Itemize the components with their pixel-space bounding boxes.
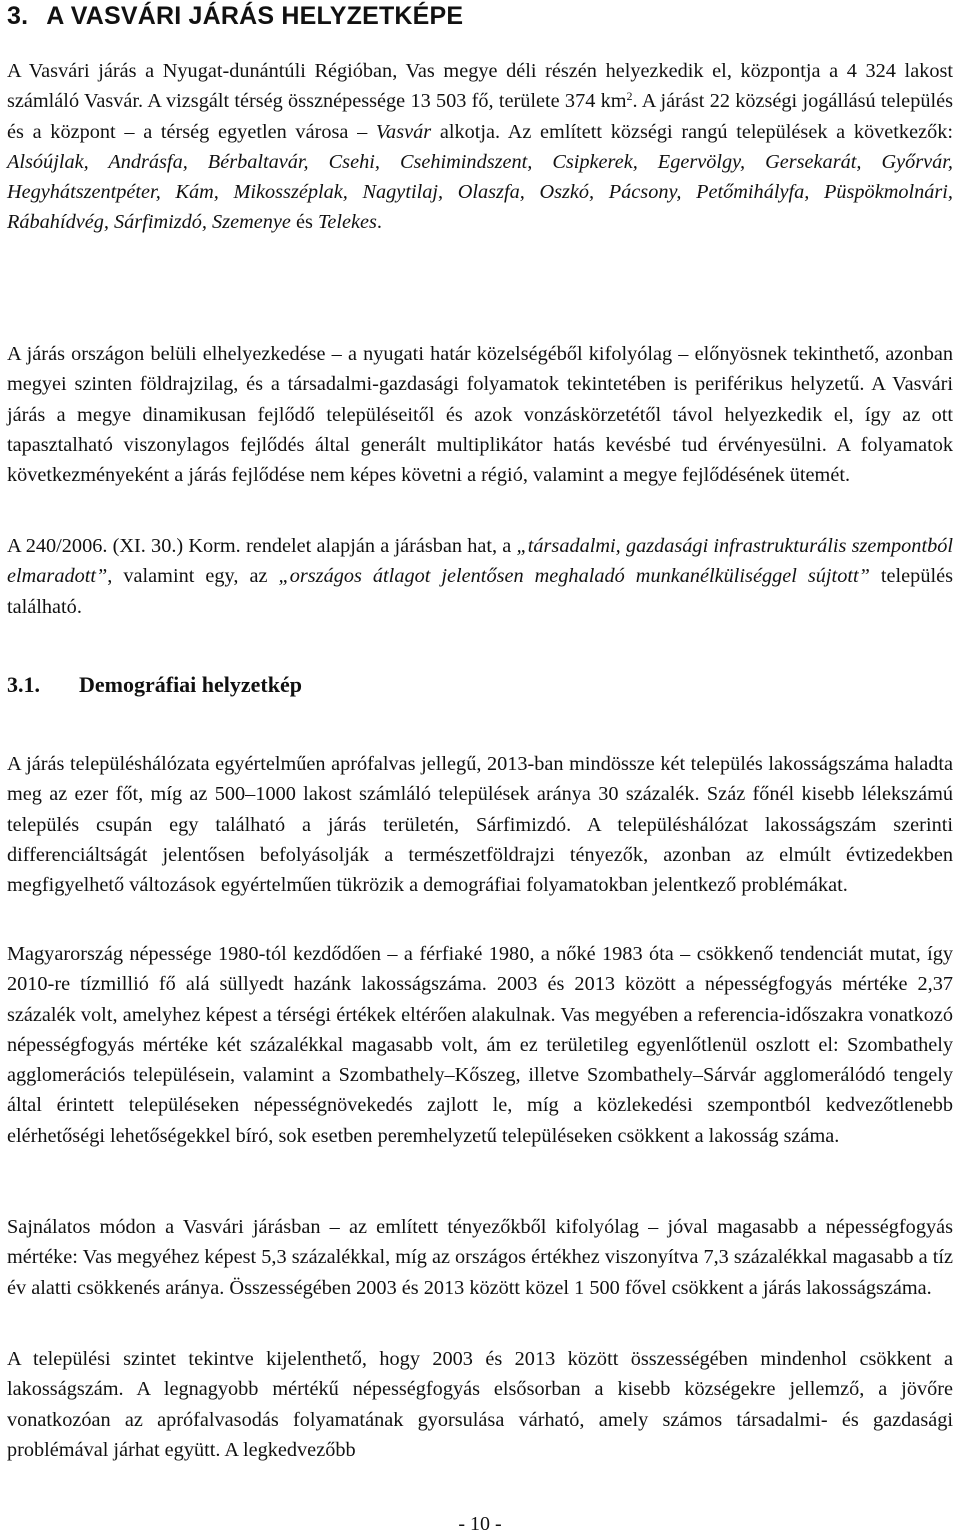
page-number: - 10 - [458, 1513, 502, 1535]
section-heading [7, 2, 463, 31]
section-number: 3. [7, 2, 29, 30]
section-title: A VASVÁRI JÁRÁS HELYZETKÉPE [46, 2, 464, 30]
subsection-number: 3.1. [7, 672, 40, 697]
text-run: , valamint egy, az [107, 565, 279, 588]
text-run: település található. [7, 565, 953, 618]
italic-quote: „társadalmi, gazdasági infrastrukturális szempontból elmaradott” [7, 535, 953, 588]
paragraph-position: A járás országon belüli elhelyezkedése – a nyugati határ közelségéből kifolyólag – előnyösnek tekinthető, azonban megyei szinten földrajzilag, és a társadalmi-gazdasági folyamatok tekintetében is periférikus helyzetű. A Vasvári járás a megye dinamikusan fejlődő településeitől és azok vonzáskörzetétől távol helyezkedik el, így az ott tapasztalható viszonylagos fejlődés által generált multiplikátor hatás kevésbé tud érvényesülni. A folyamatok következményeként a járás fejlődése nem képes követni a régió, valamint a megye fejlődésének ütemét. [7, 343, 953, 487]
text-run: A 240/2006. (XI. 30.) Korm. rendelet alapján a járásban hat, a [7, 535, 517, 557]
subsection-heading [7, 672, 302, 698]
paragraph-population-trend: Magyarország népessége 1980-tól kezdődően – a férfiaké 1980, a nőké 1983 óta – csökkenő tendenciát mutat, így 2010-re tízmillió fő alá süllyedt hazánk lakosságszáma. 2003 és 2013 között a népességfogyás mértéke 2,37 százalék volt, amelyhez képest a térségi értékek eltérően alakulnak. Vas megyében a referencia-időszakra vonatkozó népességfogyás mértéke két százalékkal magasabb volt, ám ez területileg egyenlőtlenül oszlott el: Szombathely agglomerációs településein, valamint a Szombathely–Kőszeg, illetve Szombathely–Sárvár agglomerálódó tengely által érintett településeken népességnövekedés zajlott le, míg a közlekedési szempontból kedvezőtlenebb elérhetőségi lehetőségekkel bíró, sok esetben peremhelyzetű településeken csökkent a lakosság száma. [7, 943, 953, 1147]
paragraph-settlement-network: A járás településhálózata egyértelműen aprófalvas jellegű, 2013-ban mindössze két település lakosságszáma haladta meg az ezer főt, míg az 500–1000 lakost számláló települések aránya 30 százalék. Száz főnél kisebb lélekszámú település csupán egy található a járás területén, Sárfimizdó. A településhálózat lakosságszám szerinti differenciáltságát jelentősen befolyásolják a természetföldrajzi tényezők, azonban az elmúlt évtizedekben megfigyelhető változások egyértelműen tükrözik a demográfiai folyamatokban jelentkező problémákat. [7, 753, 953, 897]
paragraph-population-decline: Sajnálatos módon a Vasvári járásban – az említett tényezőkből kifolyólag – jóval magasabb a népességfogyás mértéke: Vas megyéhez képest 5,3 százalékkal, míg az országos értékhez viszonyítva 7,3 százalékkal magasabb a tíz év alatti csökkenés aránya. Összességében 2003 és 2013 között közel 1 500 fővel csökkent a járás lakosságszáma. [7, 1216, 953, 1299]
subsection-title: Demográfiai helyzetkép [79, 672, 302, 697]
italic-town: Vasvár [375, 120, 432, 143]
superscript: 2 [626, 89, 633, 104]
italic-quote: „országos átlagot jelentősen meghaladó munkanélküliséggel sújtott” [278, 565, 870, 588]
text-run: A Vasvári járás a Nyugat-dunántúli Régióban, Vas megye déli részén helyezkedik el, központja a 4 324 lakost számláló Vasvár. A vizsgált térség össznépessége 13 503 fő, területe 374 km [7, 60, 953, 113]
paragraph-location [7, 56, 953, 238]
text-run: és [290, 211, 318, 234]
paragraph-regulation [7, 531, 953, 622]
text-run: . [376, 211, 382, 234]
text-run: . A járást 22 községi jogállású település és a központ – a térség egyetlen városa – [7, 90, 953, 143]
text-run: alkotja. Az említett községi rangú települések a következők: [431, 120, 953, 143]
italic-settlement-list: Alsóújlak, Andrásfa, Bérbaltavár, Csehi, Csehimindszent, Csipkerek, Egervölgy, Gersekarát, Győrvár, Hegyhátszentpéter, Kám, Mikosszéplak, Nagytilaj, Olaszfa, Oszkó, Pácsony, Petőmihályfa, Püspökmolnári, Rábahídvég, Sárfimizdó, Szemenye [7, 150, 953, 234]
italic-settlement: Telekes [317, 211, 377, 234]
paragraph-settlement-level: A települési szintet tekintve kijelenthető, hogy 2003 és 2013 között összességében mindenhol csökkent a lakosságszám. A legnagyobb mértékű népességfogyás elsősorban a kisebb községekre jellemző, a jövőre vonatkozóan az aprófalvasodás folyamatának gyorsulása várható, amely számos társadalmi- és gazdasági problémával járhat együtt. A legkedvezőbb [7, 1348, 953, 1461]
